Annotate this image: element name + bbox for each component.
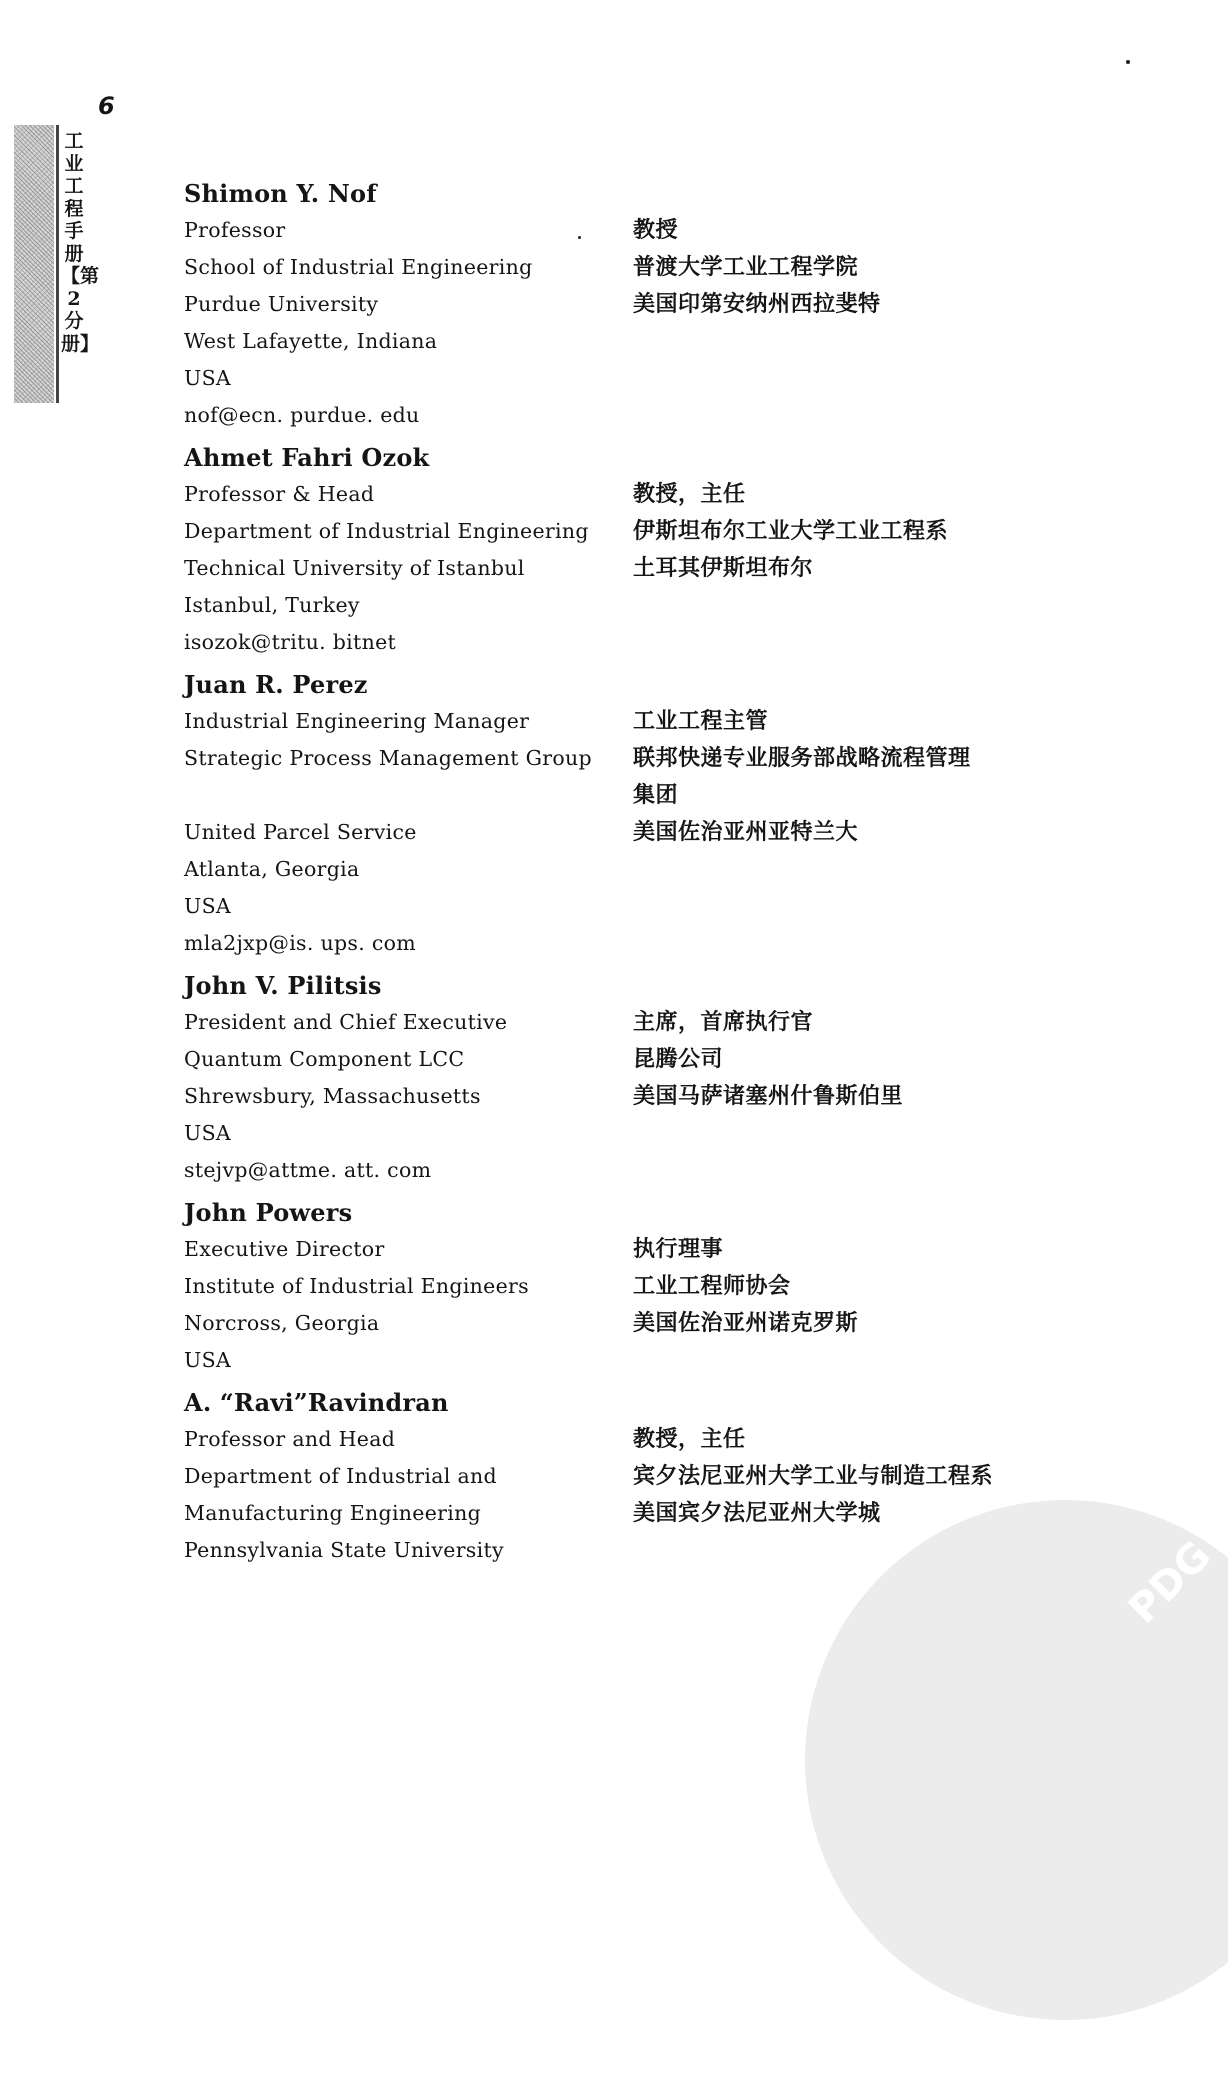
chinese-details bbox=[633, 703, 1084, 851]
chinese-affiliation-line: 联邦快递专业服务部战略流程管理 bbox=[633, 746, 971, 771]
title-line: President and Chief Executive bbox=[184, 1010, 508, 1034]
email-line: stejvp@attme. att. com bbox=[184, 1158, 432, 1182]
title-line: Industrial Engineering Manager bbox=[184, 709, 530, 733]
contributor-details bbox=[184, 212, 1084, 434]
page-number: 6 bbox=[98, 92, 115, 120]
english-details bbox=[184, 703, 633, 962]
contributor-name: A. “Ravi”Ravindran bbox=[184, 1388, 449, 1417]
chinese-title-line: 教授，主任 bbox=[633, 1427, 746, 1452]
contributor-details bbox=[184, 1004, 1084, 1189]
country-line: USA bbox=[184, 894, 232, 918]
contributor-details bbox=[184, 1231, 1084, 1379]
contributor-name: Shimon Y. Nof bbox=[184, 179, 377, 208]
contributor-list bbox=[184, 176, 1084, 1575]
email-line: nof@ecn. purdue. edu bbox=[184, 403, 420, 427]
affiliation-line: Quantum Component LCC bbox=[184, 1047, 465, 1071]
email-line: mla2jxp@is. ups. com bbox=[184, 931, 417, 955]
chinese-affiliation-line-cont: 集团 bbox=[633, 783, 679, 808]
scan-speck bbox=[1126, 60, 1130, 64]
title-line: Professor & Head bbox=[184, 482, 375, 506]
chinese-location-line: 土耳其伊斯坦布尔 bbox=[633, 556, 814, 581]
location-line: Shrewsbury, Massachusetts bbox=[184, 1084, 481, 1108]
institution-line: Pennsylvania State University bbox=[184, 1538, 504, 1562]
country-line: USA bbox=[184, 1121, 232, 1145]
country-line: USA bbox=[184, 1348, 232, 1372]
title-line: Professor and Head bbox=[184, 1427, 396, 1451]
country-line: USA bbox=[184, 366, 232, 390]
affiliation-line: Strategic Process Management Group bbox=[184, 746, 592, 770]
chinese-affiliation-line: 工业工程师协会 bbox=[633, 1274, 791, 1299]
chinese-affiliation-line: 宾夕法尼亚州大学工业与制造工程系 bbox=[633, 1464, 994, 1489]
chinese-affiliation-line: 普渡大学工业工程学院 bbox=[633, 255, 859, 280]
english-details bbox=[184, 1004, 633, 1189]
chinese-affiliation-line: 昆腾公司 bbox=[633, 1047, 724, 1072]
chinese-affiliation-line: 伊斯坦布尔工业大学工业工程系 bbox=[633, 519, 949, 544]
english-details bbox=[184, 476, 633, 661]
contributor-entry bbox=[184, 667, 1084, 962]
affiliation-line: Department of Industrial Engineering bbox=[184, 519, 589, 543]
contributor-entry bbox=[184, 1385, 1084, 1569]
english-details bbox=[184, 1231, 633, 1379]
location-line: West Lafayette, Indiana bbox=[184, 329, 438, 353]
location-line: Norcross, Georgia bbox=[184, 1311, 380, 1335]
pdg-watermark: PDG bbox=[1120, 1532, 1220, 1633]
location-line: Atlanta, Georgia bbox=[184, 857, 360, 881]
institution-line: Technical University of Istanbul bbox=[184, 556, 525, 580]
running-side-title: 工业工程手册【第2分册】 bbox=[61, 130, 100, 355]
chinese-title-line: 教授，主任 bbox=[633, 482, 746, 507]
affiliation-line: Institute of Industrial Engineers bbox=[184, 1274, 529, 1298]
affiliation-line-cont: Manufacturing Engineering bbox=[184, 1501, 482, 1525]
institution-line: Purdue University bbox=[184, 292, 379, 316]
contributor-name: Juan R. Perez bbox=[184, 670, 368, 699]
chinese-details bbox=[633, 212, 1084, 323]
contributor-name: Ahmet Fahri Ozok bbox=[184, 443, 430, 472]
contributor-name: John Powers bbox=[184, 1198, 353, 1227]
contributor-entry bbox=[184, 176, 1084, 434]
chinese-location-line: 美国马萨诸塞州什鲁斯伯里 bbox=[633, 1084, 904, 1109]
institution-line: United Parcel Service bbox=[184, 820, 417, 844]
english-details bbox=[184, 1421, 633, 1569]
title-line: Executive Director bbox=[184, 1237, 385, 1261]
contributor-entry bbox=[184, 440, 1084, 661]
chinese-location-line: 美国印第安纳州西拉斐特 bbox=[633, 292, 881, 317]
chinese-details bbox=[633, 1421, 1084, 1532]
contributor-entry bbox=[184, 1195, 1084, 1379]
chinese-title-line: 工业工程主管 bbox=[633, 709, 769, 734]
affiliation-line: School of Industrial Engineering bbox=[184, 255, 533, 279]
location-line: Istanbul, Turkey bbox=[184, 593, 360, 617]
contributor-name: John V. Pilitsis bbox=[184, 971, 382, 1000]
chinese-details bbox=[633, 476, 1084, 587]
english-details bbox=[184, 212, 633, 434]
affiliation-line: Department of Industrial and bbox=[184, 1464, 497, 1488]
chinese-title-line: 执行理事 bbox=[633, 1237, 724, 1262]
chinese-location-line: 美国佐治亚州诺克罗斯 bbox=[633, 1311, 859, 1336]
page-edge-texture bbox=[14, 125, 54, 403]
blank-line bbox=[184, 777, 633, 814]
contributor-details bbox=[184, 476, 1084, 661]
chinese-title-line: 教授 bbox=[633, 218, 679, 243]
contributor-details bbox=[184, 1421, 1084, 1569]
chinese-location-line: 美国宾夕法尼亚州大学城 bbox=[633, 1501, 881, 1526]
chinese-location-line: 美国佐治亚州亚特兰大 bbox=[633, 820, 859, 845]
chinese-details bbox=[633, 1004, 1084, 1115]
chinese-title-line: 主席，首席执行官 bbox=[633, 1010, 814, 1035]
email-line: isozok@tritu. bitnet bbox=[184, 630, 397, 654]
title-line: Professor bbox=[184, 218, 286, 242]
page-edge-rule bbox=[56, 125, 59, 403]
contributor-entry bbox=[184, 968, 1084, 1189]
contributor-details bbox=[184, 703, 1084, 962]
chinese-details bbox=[633, 1231, 1084, 1342]
